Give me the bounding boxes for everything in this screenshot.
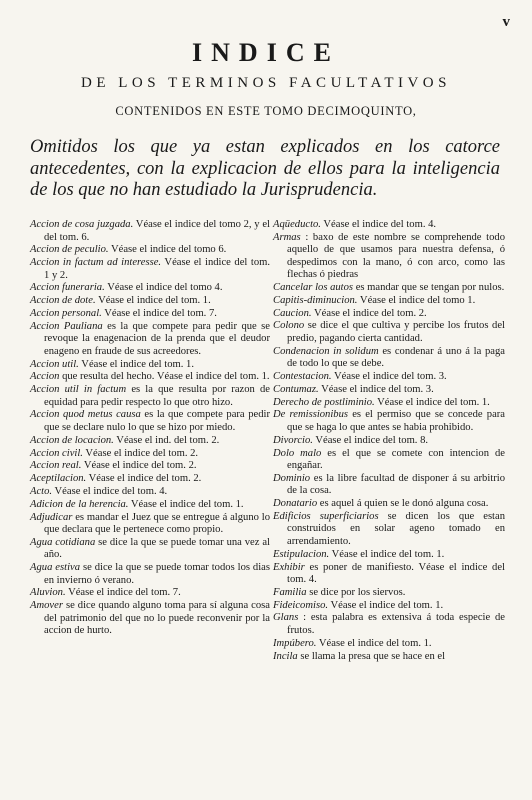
index-entry — [30, 600, 270, 638]
index-entry — [30, 435, 270, 448]
entry-term: Accion util. — [30, 358, 79, 370]
entry-text: que resulta del hecho. Véase el indice del tom. 1. — [59, 371, 270, 383]
entry-text: Véase el indice del tom. 1. — [78, 358, 194, 370]
index-entry — [273, 219, 505, 232]
entry-term: Contumaz. — [273, 383, 319, 395]
entry-term: Accion Pauliana — [30, 320, 103, 332]
page-marker: v — [502, 14, 510, 30]
entry-term: Accion de cosa juzgada. — [30, 219, 134, 230]
entry-term: Condenacion in solidum — [273, 345, 379, 357]
index-entry — [30, 562, 270, 587]
entry-term: Adjudicar — [30, 511, 73, 523]
entry-text: Véase el indice del tom. 1 y 2. — [44, 257, 270, 281]
index-entry — [273, 409, 505, 434]
index-entry — [30, 282, 270, 295]
index-entry — [273, 308, 505, 321]
entry-term: Familia — [273, 586, 307, 598]
entry-term: Aluvion. — [30, 587, 66, 599]
index-entry — [273, 346, 505, 371]
entry-text: Véase el indice del tom. 4. — [52, 485, 168, 497]
entry-text: Véase el indice del tom. 1. — [128, 498, 244, 510]
entry-term: Agua cotidiana — [30, 536, 96, 548]
entry-text: es condenar á uno á la paga de todo lo que se debe. — [287, 345, 505, 370]
entry-text: Véase el ind. del tom. 2. — [113, 434, 220, 446]
index-entry — [273, 320, 505, 345]
entry-text: Véase el indice del tom. 2. — [82, 447, 199, 459]
index-entry — [273, 473, 505, 498]
index-entry — [273, 612, 505, 637]
index-entry — [30, 295, 270, 308]
entry-term: Accion real. — [30, 460, 82, 472]
entry-term: Capitis-diminucion. — [273, 294, 358, 306]
entry-text: se dicen los que estan construidos en solar ageno tomado en arrendamiento. — [287, 510, 506, 547]
entry-text: Véase el indice del tom. 2. — [86, 473, 202, 485]
index-entry — [30, 308, 270, 321]
entry-term: Fideicomiso. — [273, 599, 329, 611]
entry-term: Agua estiva — [30, 562, 81, 574]
index-entry — [273, 511, 505, 549]
index-title: INDICE — [192, 38, 340, 67]
entry-term: Amover — [30, 600, 63, 612]
index-entry — [273, 435, 505, 448]
entry-term: Accion de peculio. — [30, 244, 109, 256]
index-entry — [30, 409, 270, 434]
entry-text: Véase el indice del tom. 2. — [81, 460, 197, 472]
entry-text: se dice la que se puede tomar una vez al año. — [44, 536, 270, 561]
entry-text: es mandar que se tengan por nulos. — [353, 282, 505, 294]
index-entry — [30, 257, 270, 282]
index-entry — [273, 587, 505, 600]
entry-text: Véase el indice del tomo 1. — [357, 294, 476, 306]
entry-term: Colono — [273, 320, 305, 332]
index-entry — [30, 371, 270, 384]
entry-text: Véase el indice del tom. 8. — [312, 434, 429, 446]
index-entry — [30, 321, 270, 359]
entry-text: Véase el indice del tom. 1. — [95, 295, 211, 307]
index-entry — [30, 384, 270, 409]
index-entry — [30, 473, 270, 486]
entry-term: Dominio — [273, 472, 311, 484]
index-entry — [30, 244, 270, 257]
entry-term: Accion in factum ad interesse. — [30, 257, 162, 269]
index-entry — [30, 448, 270, 461]
index-entry — [30, 486, 270, 499]
entry-term: Acto. — [30, 485, 53, 497]
entry-term: Cancelar los autos — [273, 282, 354, 294]
entry-term: Accion — [30, 371, 60, 383]
entry-text: Véase el indice del tom. 1. — [328, 599, 444, 611]
left-column — [30, 219, 270, 638]
index-entry — [273, 397, 505, 410]
entry-term: Dolo malo — [273, 447, 322, 459]
index-entry — [273, 384, 505, 397]
index-entry — [30, 219, 270, 244]
entry-term: Caucion. — [273, 307, 312, 319]
entry-term: Aqüeducto. — [273, 219, 321, 230]
entry-text: Véase el indice del tom. 1. — [329, 548, 445, 560]
entry-text: es poner de manifiesto. Véase el indice del tom. 4. — [287, 561, 505, 586]
entry-text: Véase el indice del tom. 4. — [320, 219, 437, 230]
entry-text: Véase el indice del tom. 1. — [374, 396, 490, 408]
entry-term: Accion quod metus causa — [30, 409, 141, 421]
index-entry — [273, 448, 505, 473]
entry-text: es la que compete para pedir que se declare nulo lo que se hizo por miedo. — [44, 409, 270, 433]
index-entry — [30, 359, 270, 372]
entry-term: Accion de dote. — [30, 295, 96, 307]
entry-text: Véase el indice del tom. 1. — [316, 637, 432, 649]
index-entry — [273, 232, 505, 282]
volume-subtitle: CONTENIDOS EN ESTE TOMO DECIMOQUINTO, — [115, 104, 417, 118]
right-column — [273, 219, 505, 663]
entry-text: se llama la presa que se hace en el — [297, 650, 446, 662]
index-entry — [30, 512, 270, 537]
entry-term: Glans — [273, 612, 299, 624]
entry-term: De remissionibus — [273, 409, 349, 421]
entry-text: Véase el indice del tom. 3. — [318, 383, 434, 395]
entry-text: Véase el indice del tom. 7. — [101, 307, 217, 319]
entry-text: Véase el indice del tomo 4. — [104, 282, 223, 294]
entry-text: Véase el indice del tom. 2. — [311, 307, 427, 319]
index-entry — [273, 498, 505, 511]
entry-term: Aceptilacion. — [30, 473, 87, 485]
entry-term: Accion de locacion. — [30, 434, 114, 446]
index-entry — [30, 587, 270, 600]
entry-text: se dice quando alguno toma para sí alguna cosa del patrimonio del que no lo puede reconvenir por la accion de hurto. — [44, 600, 270, 637]
entry-text: Véase el indice del tomo 6. — [108, 244, 227, 256]
entry-text: se dice la que se puede tomar todos los dias en invierno ó verano. — [44, 562, 270, 586]
entry-text: Véase el indice del tomo 2, y el del tom. 6. — [44, 219, 270, 243]
index-entry — [30, 537, 270, 562]
entry-text: es mandar el Juez que se entregue á alguno lo que declara que le pertenece como propio. — [44, 511, 270, 536]
index-entry — [273, 371, 505, 384]
entry-term: Contestacion. — [273, 371, 332, 383]
entry-text: Véase el indice del tom. 3. — [331, 371, 447, 383]
entry-term: Armas — [273, 231, 301, 243]
entry-text: es la que compete para pedir que se revoque la enagenacion de la prenda que el deudor enageno en fraude de sus acreedores. — [44, 320, 271, 357]
index-entry — [273, 295, 505, 308]
entry-term: Accion personal. — [30, 307, 102, 319]
entry-term: Estipulacion. — [273, 548, 330, 560]
entry-term: Accion util in factum — [30, 384, 127, 396]
entry-text: es la que resulta por razon de equidad para pedir respecto lo que otro hizo. — [44, 384, 270, 408]
entry-text: se dice por los siervos. — [306, 586, 406, 598]
index-entry — [273, 562, 505, 587]
entry-text: es el permiso que se concede para que se haga lo que antes se habia prohibido. — [287, 409, 506, 433]
entry-text: es la libre facultad de disponer á su arbitrio de la cosa. — [287, 472, 505, 497]
entry-term: Exhibir — [273, 561, 305, 573]
entry-term: Donatario — [273, 498, 318, 510]
entry-term: Edificios superficiarios — [273, 510, 379, 522]
entry-term: Accion civil. — [30, 447, 83, 459]
entry-text: Véase el indice del tom. 7. — [65, 587, 181, 599]
index-entry — [30, 460, 270, 473]
index-entry — [273, 600, 505, 613]
entry-text: : esta palabra es extensiva á toda especie de frutos. — [287, 612, 505, 636]
entry-term: Adicion de la herencia. — [30, 498, 129, 510]
entry-term: Incila — [273, 650, 298, 662]
intro-paragraph: Omitidos los que ya estan explicados en los catorce antecedentes, con la explicacion de ellos para la inteligencia de los que no han estudiado la Jurisprudencia. — [30, 137, 500, 200]
index-entry — [273, 282, 505, 295]
entry-text: se dice el que cultiva y percibe los frutos del predio, pagando cierta cantidad. — [287, 320, 505, 344]
entry-term: Derecho de postliminio. — [273, 396, 375, 408]
index-entry — [273, 651, 505, 664]
index-entry — [30, 499, 270, 512]
entry-text: es aquel á quien se le donó alguna cosa. — [317, 498, 489, 510]
entry-text: : baxo de este nombre se comprehende todo aquello de que usamos para nuestra defensa, ó despedimos con la mano, ó con arco, como las flechas ó piedras — [287, 231, 505, 281]
index-entry — [273, 549, 505, 562]
entry-text: es el que se comete con intencion de engañar. — [287, 447, 505, 472]
entry-term: Accion funeraria. — [30, 282, 105, 294]
entry-term: Impúbero. — [273, 637, 317, 649]
index-subtitle: DE LOS TERMINOS FACULTATIVOS — [81, 75, 451, 91]
index-entry — [273, 638, 505, 651]
entry-term: Divorcio. — [273, 434, 313, 446]
